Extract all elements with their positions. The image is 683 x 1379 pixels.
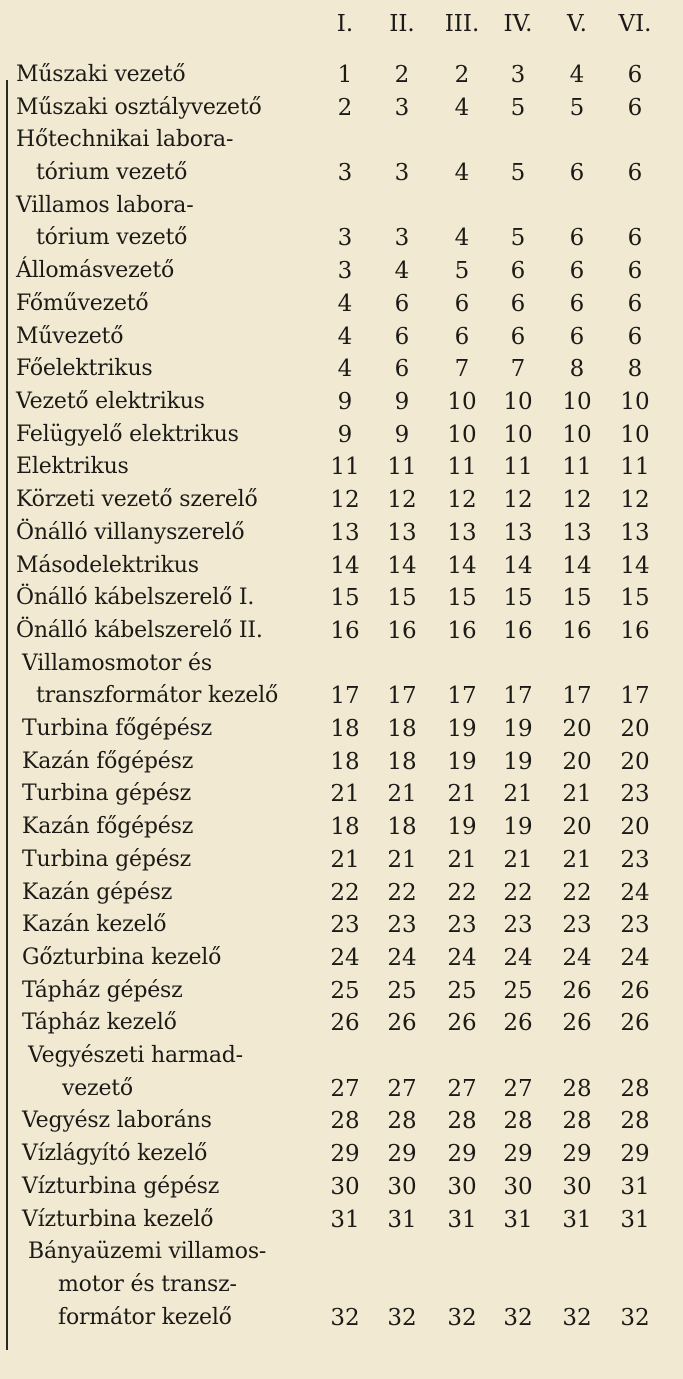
category-value: 18 <box>387 814 417 841</box>
job-title-line: Körzeti vezető szerelő <box>16 487 258 513</box>
category-value: 26 <box>330 1010 360 1037</box>
category-value: 3 <box>394 225 410 252</box>
column-header: V. <box>567 11 587 37</box>
category-value: 8 <box>627 356 643 383</box>
category-value: 4 <box>569 62 585 88</box>
category-value: 13 <box>330 519 360 546</box>
category-value: 4 <box>454 94 470 121</box>
category-value: 4 <box>337 323 353 350</box>
category-value: 16 <box>620 617 650 644</box>
category-value: 18 <box>387 748 417 775</box>
category-value: 31 <box>387 1206 417 1233</box>
table-row <box>0 322 683 355</box>
category-value: 17 <box>447 683 477 710</box>
category-value: 22 <box>387 879 417 906</box>
job-title-line: Vegyész laboráns <box>22 1108 212 1134</box>
category-value: 14 <box>387 552 417 579</box>
category-value: 3 <box>510 62 526 88</box>
table-row <box>0 485 683 518</box>
category-value: 13 <box>387 519 417 546</box>
category-value: 5 <box>510 160 526 187</box>
job-title-line: Vízturbina gépész <box>22 1173 220 1199</box>
table-row <box>0 420 683 453</box>
category-value: 3 <box>337 160 353 187</box>
category-value: 29 <box>503 1141 533 1168</box>
category-value: 15 <box>562 585 592 612</box>
category-value: 16 <box>503 617 533 644</box>
category-value: 16 <box>387 617 417 644</box>
table-row <box>0 1205 683 1238</box>
table-row <box>0 976 683 1009</box>
category-value: 21 <box>562 846 592 873</box>
category-value: 7 <box>454 356 470 383</box>
table-row <box>0 910 683 943</box>
category-value: 30 <box>447 1173 477 1200</box>
category-value: 3 <box>337 258 353 285</box>
category-value: 29 <box>330 1141 360 1168</box>
category-value: 24 <box>620 879 650 906</box>
category-value: 4 <box>454 225 470 252</box>
category-value: 11 <box>503 454 533 481</box>
category-value: 24 <box>330 944 360 971</box>
category-value: 6 <box>569 290 585 317</box>
table-row <box>0 1041 683 1106</box>
table-row <box>0 1008 683 1041</box>
category-value: 6 <box>569 323 585 350</box>
category-value: 14 <box>503 552 533 579</box>
category-value: 32 <box>503 1304 533 1331</box>
category-value: 26 <box>562 1010 592 1037</box>
job-title-line: Felügyelő elektrikus <box>16 421 239 447</box>
category-value: 15 <box>447 585 477 612</box>
job-title-line: Bányaüzemi villamos- <box>28 1239 267 1265</box>
job-title-line: Kazán főgépész <box>22 814 194 840</box>
category-value: 27 <box>447 1075 477 1102</box>
job-title-line: Kazán gépész <box>22 879 173 905</box>
job-title-line: vezető <box>62 1075 133 1101</box>
category-value: 22 <box>447 879 477 906</box>
category-value: 28 <box>503 1108 533 1135</box>
column-header: IV. <box>503 11 533 37</box>
category-value: 32 <box>387 1304 417 1331</box>
job-title-line: formátor kezelő <box>58 1304 232 1330</box>
category-value: 28 <box>447 1108 477 1135</box>
category-value: 25 <box>330 977 360 1004</box>
category-value: 10 <box>503 421 533 448</box>
job-title-line: Másodelektrikus <box>16 552 199 578</box>
category-value: 15 <box>620 585 650 612</box>
table-row <box>0 125 683 190</box>
category-value: 9 <box>337 421 353 448</box>
job-title-line: Tápház kezelő <box>22 1010 177 1036</box>
category-value: 29 <box>387 1141 417 1168</box>
job-title-line: Turbina főgépész <box>22 716 213 741</box>
category-value: 6 <box>394 356 410 383</box>
job-title-line: Önálló villanyszerelő <box>16 519 245 545</box>
category-value: 31 <box>330 1206 360 1233</box>
category-value: 14 <box>620 552 650 579</box>
category-value: 23 <box>447 912 477 939</box>
category-value: 6 <box>454 290 470 317</box>
category-value: 21 <box>387 846 417 873</box>
category-value: 16 <box>562 617 592 644</box>
table-row <box>0 878 683 911</box>
category-value: 12 <box>330 487 360 514</box>
table-row <box>0 845 683 878</box>
category-value: 24 <box>447 944 477 971</box>
category-value: 15 <box>330 585 360 612</box>
category-value: 6 <box>627 258 643 285</box>
category-value: 23 <box>330 912 360 939</box>
category-value: 5 <box>569 94 585 121</box>
category-value: 12 <box>387 487 417 514</box>
job-title-line: Villamosmotor és <box>22 650 212 676</box>
category-value: 17 <box>330 683 360 710</box>
table-row <box>0 714 683 747</box>
job-title-line: Villamos labora- <box>16 192 194 218</box>
category-value: 23 <box>620 781 650 808</box>
category-value: 17 <box>562 683 592 710</box>
category-value: 9 <box>394 421 410 448</box>
category-value: 21 <box>330 781 360 808</box>
table-row <box>0 943 683 976</box>
column-header: I. <box>336 11 354 37</box>
category-value: 32 <box>562 1304 592 1331</box>
category-value: 31 <box>620 1173 650 1200</box>
category-value: 26 <box>562 977 592 1004</box>
category-value: 13 <box>503 519 533 546</box>
category-value: 6 <box>627 94 643 121</box>
category-value: 11 <box>387 454 417 481</box>
category-value: 24 <box>387 944 417 971</box>
category-value: 31 <box>562 1206 592 1233</box>
category-value: 32 <box>620 1304 650 1331</box>
category-value: 19 <box>447 748 477 775</box>
category-value: 25 <box>387 977 417 1004</box>
category-value: 24 <box>562 944 592 971</box>
category-value: 24 <box>503 944 533 971</box>
category-value: 12 <box>620 487 650 514</box>
table-row <box>0 452 683 485</box>
category-value: 6 <box>627 62 643 88</box>
category-value: 25 <box>447 977 477 1004</box>
category-value: 13 <box>447 519 477 546</box>
job-title-line: Gőzturbina kezelő <box>22 944 222 970</box>
category-value: 6 <box>394 290 410 317</box>
category-value: 15 <box>503 585 533 612</box>
category-value: 17 <box>503 683 533 710</box>
job-title-line: Hőtechnikai labora- <box>16 127 234 153</box>
category-value: 5 <box>510 225 526 252</box>
category-value: 5 <box>510 94 526 121</box>
category-value: 7 <box>510 356 526 383</box>
category-value: 14 <box>330 552 360 579</box>
category-value: 31 <box>447 1206 477 1233</box>
category-value: 20 <box>562 716 592 742</box>
table-row <box>0 649 683 714</box>
category-value: 4 <box>454 160 470 187</box>
job-title-line: Műszaki osztályvezető <box>16 94 262 120</box>
category-value: 18 <box>330 814 360 841</box>
category-value: 26 <box>620 977 650 1004</box>
category-value: 28 <box>562 1075 592 1102</box>
category-value: 2 <box>394 62 410 88</box>
category-value: 4 <box>337 356 353 383</box>
category-value: 10 <box>562 389 592 415</box>
job-title-line: Turbina gépész <box>22 846 192 872</box>
category-value: 18 <box>387 716 417 742</box>
table-row <box>0 1172 683 1205</box>
category-value: 12 <box>503 487 533 514</box>
category-value: 31 <box>620 1206 650 1233</box>
category-value: 20 <box>620 716 650 742</box>
category-value: 9 <box>337 389 353 415</box>
category-value: 2 <box>454 62 470 88</box>
column-header: II. <box>389 11 415 37</box>
table-row <box>0 583 683 616</box>
category-value: 31 <box>503 1206 533 1233</box>
category-value: 4 <box>337 290 353 317</box>
category-value: 3 <box>337 225 353 252</box>
category-value: 18 <box>330 716 360 742</box>
category-value: 25 <box>503 977 533 1004</box>
category-value: 10 <box>620 389 650 415</box>
category-value: 23 <box>620 912 650 939</box>
job-title-line: motor és transz- <box>58 1271 237 1297</box>
category-value: 21 <box>447 846 477 873</box>
category-value: 23 <box>387 912 417 939</box>
category-value: 19 <box>503 716 533 742</box>
category-value: 26 <box>620 1010 650 1037</box>
category-value: 8 <box>569 356 585 383</box>
category-value: 29 <box>620 1141 650 1168</box>
category-value: 6 <box>627 160 643 187</box>
category-value: 30 <box>562 1173 592 1200</box>
column-header: III. <box>444 11 480 37</box>
job-title-line: Főművezető <box>16 290 149 316</box>
job-title-line: Műszaki vezető <box>16 62 186 87</box>
category-value: 30 <box>387 1173 417 1200</box>
category-value: 20 <box>562 748 592 775</box>
category-value: 30 <box>503 1173 533 1200</box>
job-title-line: tórium vezető <box>36 160 188 186</box>
category-value: 10 <box>620 421 650 448</box>
category-value: 10 <box>503 389 533 415</box>
category-value: 11 <box>330 454 360 481</box>
category-value: 28 <box>562 1108 592 1135</box>
category-value: 15 <box>387 585 417 612</box>
category-value: 32 <box>447 1304 477 1331</box>
category-value: 26 <box>503 1010 533 1037</box>
category-value: 19 <box>503 748 533 775</box>
table-row <box>0 518 683 551</box>
category-value: 1 <box>337 62 353 88</box>
category-value: 17 <box>387 683 417 710</box>
category-value: 21 <box>387 781 417 808</box>
category-value: 6 <box>569 225 585 252</box>
category-value: 2 <box>337 94 353 121</box>
category-value: 26 <box>447 1010 477 1037</box>
category-value: 27 <box>330 1075 360 1102</box>
table-row <box>0 616 683 649</box>
table-row <box>0 354 683 387</box>
category-value: 18 <box>330 748 360 775</box>
category-value: 27 <box>503 1075 533 1102</box>
job-title-line: Művezető <box>16 323 124 349</box>
category-value: 21 <box>447 781 477 808</box>
category-value: 30 <box>330 1173 360 1200</box>
category-value: 6 <box>627 323 643 350</box>
category-value: 14 <box>447 552 477 579</box>
category-value: 6 <box>569 160 585 187</box>
category-value: 21 <box>562 781 592 808</box>
category-value: 28 <box>620 1075 650 1102</box>
category-value: 29 <box>562 1141 592 1168</box>
category-value: 11 <box>620 454 650 481</box>
category-value: 6 <box>510 290 526 317</box>
table-row <box>0 551 683 584</box>
table-row <box>0 747 683 780</box>
category-value: 21 <box>330 846 360 873</box>
category-value: 6 <box>454 323 470 350</box>
category-value: 3 <box>394 94 410 121</box>
job-title-line: Vízturbina kezelő <box>22 1206 214 1232</box>
job-title-line: Kazán főgépész <box>22 748 194 774</box>
category-value: 16 <box>330 617 360 644</box>
category-value: 17 <box>620 683 650 710</box>
category-value: 28 <box>387 1108 417 1135</box>
category-value: 4 <box>394 258 410 285</box>
category-value: 14 <box>562 552 592 579</box>
table-row <box>0 1139 683 1172</box>
category-value: 28 <box>330 1108 360 1135</box>
table-row <box>0 256 683 289</box>
table-row <box>0 191 683 256</box>
category-value: 20 <box>620 748 650 775</box>
category-value: 6 <box>627 225 643 252</box>
job-title-line: Önálló kábelszerelő II. <box>16 617 263 643</box>
category-value: 22 <box>503 879 533 906</box>
category-value: 12 <box>562 487 592 514</box>
category-value: 24 <box>620 944 650 971</box>
category-value: 27 <box>387 1075 417 1102</box>
category-value: 16 <box>447 617 477 644</box>
category-value: 22 <box>562 879 592 906</box>
category-value: 6 <box>510 323 526 350</box>
job-title-line: Vegyészeti harmad- <box>28 1043 243 1068</box>
category-value: 28 <box>620 1108 650 1135</box>
category-value: 32 <box>330 1304 360 1331</box>
category-value: 6 <box>394 323 410 350</box>
job-title-line: Önálló kábelszerelő I. <box>16 585 255 611</box>
job-title-line: Állomásvezető <box>16 258 175 284</box>
table-row <box>0 1237 683 1335</box>
category-value: 11 <box>562 454 592 481</box>
category-value: 26 <box>387 1010 417 1037</box>
table-row <box>0 93 683 126</box>
category-value: 21 <box>503 781 533 808</box>
job-title-line: Elektrikus <box>16 454 129 480</box>
category-value: 6 <box>569 258 585 285</box>
job-title-line: Kazán kezelő <box>22 912 167 938</box>
category-value: 21 <box>503 846 533 873</box>
category-value: 20 <box>562 814 592 841</box>
table-row <box>0 387 683 420</box>
job-title-line: Vezető elektrikus <box>16 389 205 414</box>
job-title-line: transzformátor kezelő <box>36 683 279 709</box>
category-value: 6 <box>627 290 643 317</box>
category-value: 10 <box>447 421 477 448</box>
table-row <box>0 289 683 322</box>
category-value: 11 <box>447 454 477 481</box>
table-row <box>0 779 683 812</box>
category-value: 5 <box>454 258 470 285</box>
category-value: 13 <box>620 519 650 546</box>
job-title-line: Turbina gépész <box>22 781 192 807</box>
category-value: 22 <box>330 879 360 906</box>
category-value: 29 <box>447 1141 477 1168</box>
category-value: 6 <box>510 258 526 285</box>
table-row <box>0 1106 683 1139</box>
category-value: 3 <box>394 160 410 187</box>
category-value: 9 <box>394 389 410 415</box>
category-value: 23 <box>620 846 650 873</box>
table-row <box>0 60 683 93</box>
category-value: 23 <box>562 912 592 939</box>
category-value: 10 <box>562 421 592 448</box>
job-title-line: Tápház gépész <box>22 977 183 1003</box>
category-value: 19 <box>503 814 533 841</box>
category-value: 19 <box>447 814 477 841</box>
category-value: 19 <box>447 716 477 742</box>
job-title-line: tórium vezető <box>36 225 188 251</box>
category-value: 20 <box>620 814 650 841</box>
category-value: 13 <box>562 519 592 546</box>
category-value: 10 <box>447 389 477 415</box>
column-header: VI. <box>618 11 652 37</box>
job-title-line: Főelektrikus <box>16 356 153 382</box>
table-row <box>0 812 683 845</box>
category-value: 23 <box>503 912 533 939</box>
job-title-line: Vízlágyító kezelő <box>22 1141 208 1167</box>
category-value: 12 <box>447 487 477 514</box>
